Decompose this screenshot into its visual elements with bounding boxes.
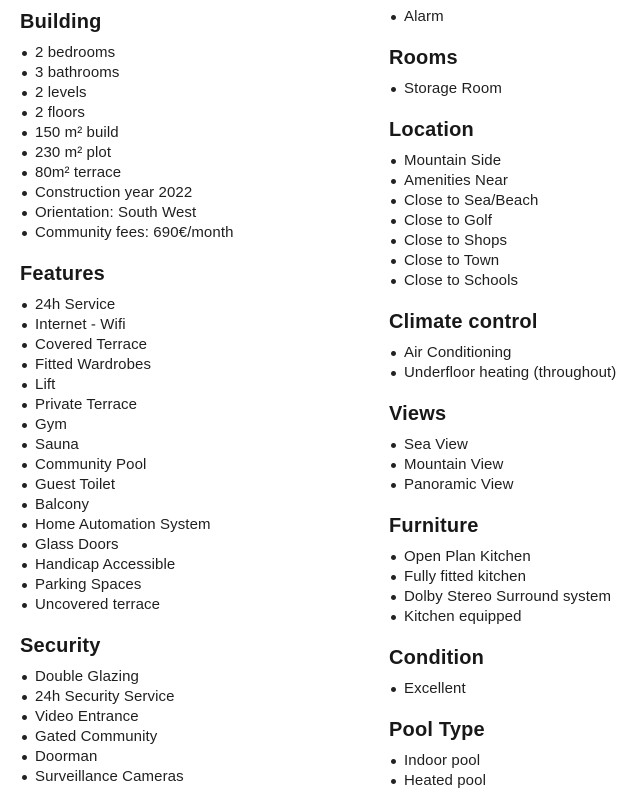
list-item: Double Glazing (20, 667, 320, 687)
section-climate-control (389, 310, 618, 383)
list-item: Lift (20, 375, 320, 395)
section-security (20, 634, 320, 787)
list-item: Amenities Near (389, 171, 618, 191)
list-item: 2 levels (20, 83, 320, 103)
list-item: Sauna (20, 435, 320, 455)
list-item: 3 bathrooms (20, 63, 320, 83)
list-item: Mountain Side (389, 151, 618, 171)
list-item: Guest Toilet (20, 475, 320, 495)
list-item: 24h Service (20, 295, 320, 315)
list-item: Storage Room (389, 79, 618, 99)
list-item: Fitted Wardrobes (20, 355, 320, 375)
section-rooms (389, 46, 618, 99)
list-item: Community fees: 690€/month (20, 223, 320, 243)
climate-control-list (389, 343, 618, 383)
list-item: Close to Sea/Beach (389, 191, 618, 211)
list-item: Open Plan Kitchen (389, 547, 618, 567)
list-item: Construction year 2022 (20, 183, 320, 203)
list-item: 2 bedrooms (20, 43, 320, 63)
section-building (20, 10, 320, 243)
list-item: Alarm (389, 7, 618, 27)
features-list (20, 295, 320, 615)
list-item: Community Pool (20, 455, 320, 475)
list-item: 150 m² build (20, 123, 320, 143)
section-title-climate-control: Climate control (389, 311, 538, 333)
list-item: Kitchen equipped (389, 607, 618, 627)
security-list-continued (389, 7, 618, 27)
list-item: Air Conditioning (389, 343, 618, 363)
list-item: Close to Shops (389, 231, 618, 251)
section-title-views: Views (389, 403, 447, 425)
section-title-features: Features (20, 263, 105, 285)
list-item: Uncovered terrace (20, 595, 320, 615)
furniture-list (389, 547, 618, 627)
list-item: Balcony (20, 495, 320, 515)
condition-list (389, 679, 618, 699)
list-item: Glass Doors (20, 535, 320, 555)
list-item: Doorman (20, 747, 320, 767)
list-item: Close to Golf (389, 211, 618, 231)
section-pool-type (389, 718, 618, 791)
list-item: Close to Schools (389, 271, 618, 291)
list-item: Fully fitted kitchen (389, 567, 618, 587)
list-item: Gym (20, 415, 320, 435)
list-item: Gated Community (20, 727, 320, 747)
section-furniture (389, 514, 618, 627)
list-item: Indoor pool (389, 751, 618, 771)
list-item: Orientation: South West (20, 203, 320, 223)
list-item: Parking Spaces (20, 575, 320, 595)
section-title-condition: Condition (389, 647, 485, 669)
list-item: Dolby Stereo Surround system (389, 587, 618, 607)
section-location (389, 118, 618, 291)
section-title-pool-type: Pool Type (389, 719, 485, 741)
list-item: Covered Terrace (20, 335, 320, 355)
list-item: Private Terrace (20, 395, 320, 415)
list-item: 80m² terrace (20, 163, 320, 183)
section-views (389, 402, 618, 495)
column-right (389, 7, 618, 791)
list-item: 2 floors (20, 103, 320, 123)
list-item: Heated pool (389, 771, 618, 791)
section-title-rooms: Rooms (389, 47, 458, 69)
section-title-location: Location (389, 119, 474, 141)
list-item: Home Automation System (20, 515, 320, 535)
rooms-list (389, 79, 618, 99)
list-item: Mountain View (389, 455, 618, 475)
list-item: Close to Town (389, 251, 618, 271)
list-item: Surveillance Cameras (20, 767, 320, 787)
building-list (20, 43, 320, 243)
pool-type-list (389, 751, 618, 791)
list-item: Underfloor heating (throughout) (389, 363, 618, 383)
list-item: 24h Security Service (20, 687, 320, 707)
list-item: 230 m² plot (20, 143, 320, 163)
list-item: Sea View (389, 435, 618, 455)
section-title-furniture: Furniture (389, 515, 479, 537)
list-item: Video Entrance (20, 707, 320, 727)
list-item: Handicap Accessible (20, 555, 320, 575)
section-title-building: Building (20, 11, 102, 33)
list-item: Panoramic View (389, 475, 618, 495)
section-title-security: Security (20, 635, 101, 657)
views-list (389, 435, 618, 495)
list-item: Excellent (389, 679, 618, 699)
section-security-continued (389, 7, 618, 27)
section-features (20, 262, 320, 615)
section-condition (389, 646, 618, 699)
security-list (20, 667, 320, 787)
column-left (20, 10, 320, 787)
location-list (389, 151, 618, 291)
list-item: Internet - Wifi (20, 315, 320, 335)
